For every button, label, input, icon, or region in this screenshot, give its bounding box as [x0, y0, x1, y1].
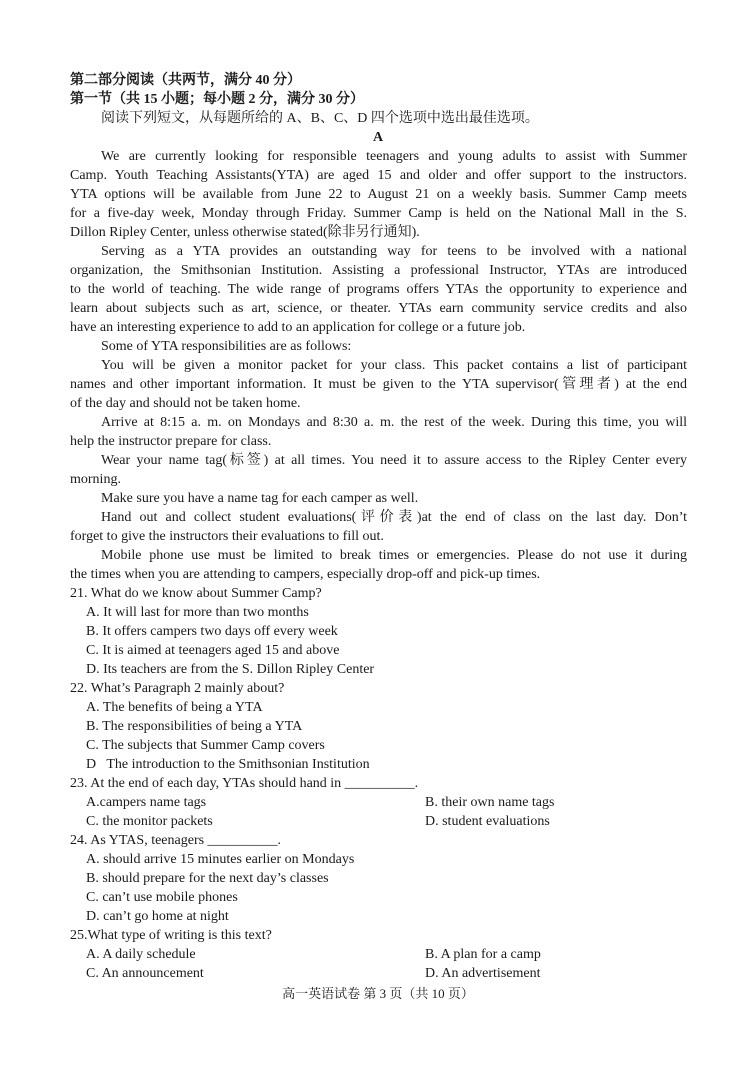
answer-option: B. It offers campers two days off every week — [86, 624, 338, 639]
answer-option: C. An announcement — [86, 966, 204, 981]
passage-line: Camp. Youth Teaching Assistants(YTA) are aged 15 and older and offer support to the instructors. — [70, 168, 687, 183]
answer-option: B. The responsibilities of being a YTA — [86, 719, 303, 734]
passage-line: Dillon Ripley Center, unless otherwise stated(除非另行通知). — [70, 225, 420, 240]
passage-line: Make sure you have a name tag for each camper as well. — [101, 491, 419, 506]
passage-line: the times when you are attending to campers, especially drop-off and pick-up times. — [70, 567, 541, 582]
answer-option: D. An advertisement — [425, 966, 541, 981]
answer-option: A. should arrive 15 minutes earlier on Mondays — [86, 852, 355, 867]
question-stem: 25.What type of writing is this text? — [70, 928, 272, 943]
passage-line: We are currently looking for responsible teenagers and young adults to assist with Summer — [101, 149, 687, 164]
answer-option: A.campers name tags — [86, 795, 207, 810]
passage-line: organization, the Smithsonian Institution. Assisting a professional Instructor, YTAs are introduced — [70, 263, 687, 278]
answer-option: C. can’t use mobile phones — [86, 890, 238, 905]
passage-line: YTA options will be available from June 22 to August 21 on a weekly basis. Summer Camp meets — [70, 187, 687, 202]
answer-option: A. The benefits of being a YTA — [86, 700, 263, 715]
answer-option: B. should prepare for the next day’s classes — [86, 871, 329, 886]
section-title: 第一节（共 15 小题；每小题 2 分，满分 30 分） — [70, 92, 364, 107]
passage-line: Serving as a YTA provides an outstanding way for teens to be involved with a national — [101, 244, 687, 259]
answer-option: D. Its teachers are from the S. Dillon Ripley Center — [86, 662, 375, 677]
passage-line: Arrive at 8:15 a. m. on Mondays and 8:30 a. m. the rest of the week. During this time, you will — [101, 415, 687, 430]
answer-option: B. their own name tags — [425, 795, 555, 810]
answer-option: C. It is aimed at teenagers aged 15 and above — [86, 643, 340, 658]
passage-line: Wear your name tag(标签) at all times. You need it to assure access to the Ripley Center every — [101, 453, 687, 468]
passage-line: of the day and should not be taken home. — [70, 396, 301, 411]
question-stem: 22. What’s Paragraph 2 mainly about? — [70, 681, 285, 696]
page-footer: 高一英语试卷 第 3 页（共 10 页） — [282, 986, 474, 1001]
answer-option: A. A daily schedule — [86, 947, 196, 962]
passage-line: Hand out and collect student evaluations(评价表)at the end of class on the last day. Don’t — [101, 510, 687, 525]
passage-label: A — [372, 130, 384, 145]
answer-option: D The introduction to the Smithsonian Institution — [86, 757, 370, 772]
question-stem: 23. At the end of each day, YTAs should hand in __________. — [70, 776, 419, 791]
answer-option: B. A plan for a camp — [425, 947, 541, 962]
passage-line: forget to give the instructors their evaluations to fill out. — [70, 529, 384, 544]
passage-line: for a five-day week, Monday through Friday. Summer Camp is held on the National Mall in the S. — [70, 206, 687, 221]
instruction: 阅读下列短文，从每题所给的 A、B、C、D 四个选项中选出最佳选项。 — [101, 111, 539, 126]
passage-line: Mobile phone use must be limited to break times or emergencies. Please do not use it during — [101, 548, 687, 563]
answer-option: C. the monitor packets — [86, 814, 213, 829]
passage-line: morning. — [70, 472, 121, 487]
answer-option: D. student evaluations — [425, 814, 550, 829]
part-title: 第二部分阅读（共两节，满分 40 分） — [70, 73, 301, 88]
question-stem: 24. As YTAS, teenagers __________. — [70, 833, 282, 848]
passage-line: help the instructor prepare for class. — [70, 434, 272, 449]
passage-line: Some of YTA responsibilities are as follows: — [101, 339, 352, 354]
answer-option: D. can’t go home at night — [86, 909, 229, 924]
passage-line: to the world of teaching. The wide range of programs offers YTAs the opportunity to experience and — [70, 282, 687, 297]
passage-line: names and other important information. It must be given to the YTA supervisor(管理者) at the end — [70, 377, 687, 392]
answer-option: A. It will last for more than two months — [86, 605, 309, 620]
question-stem: 21. What do we know about Summer Camp? — [70, 586, 322, 601]
passage-line: learn about subjects such as art, science, or theater. YTAs earn community service credits and also — [70, 301, 687, 316]
passage-line: have an interesting experience to add to an application for college or a future job. — [70, 320, 526, 335]
passage-line: You will be given a monitor packet for your class. This packet contains a list of participant — [101, 358, 687, 373]
answer-option: C. The subjects that Summer Camp covers — [86, 738, 325, 753]
